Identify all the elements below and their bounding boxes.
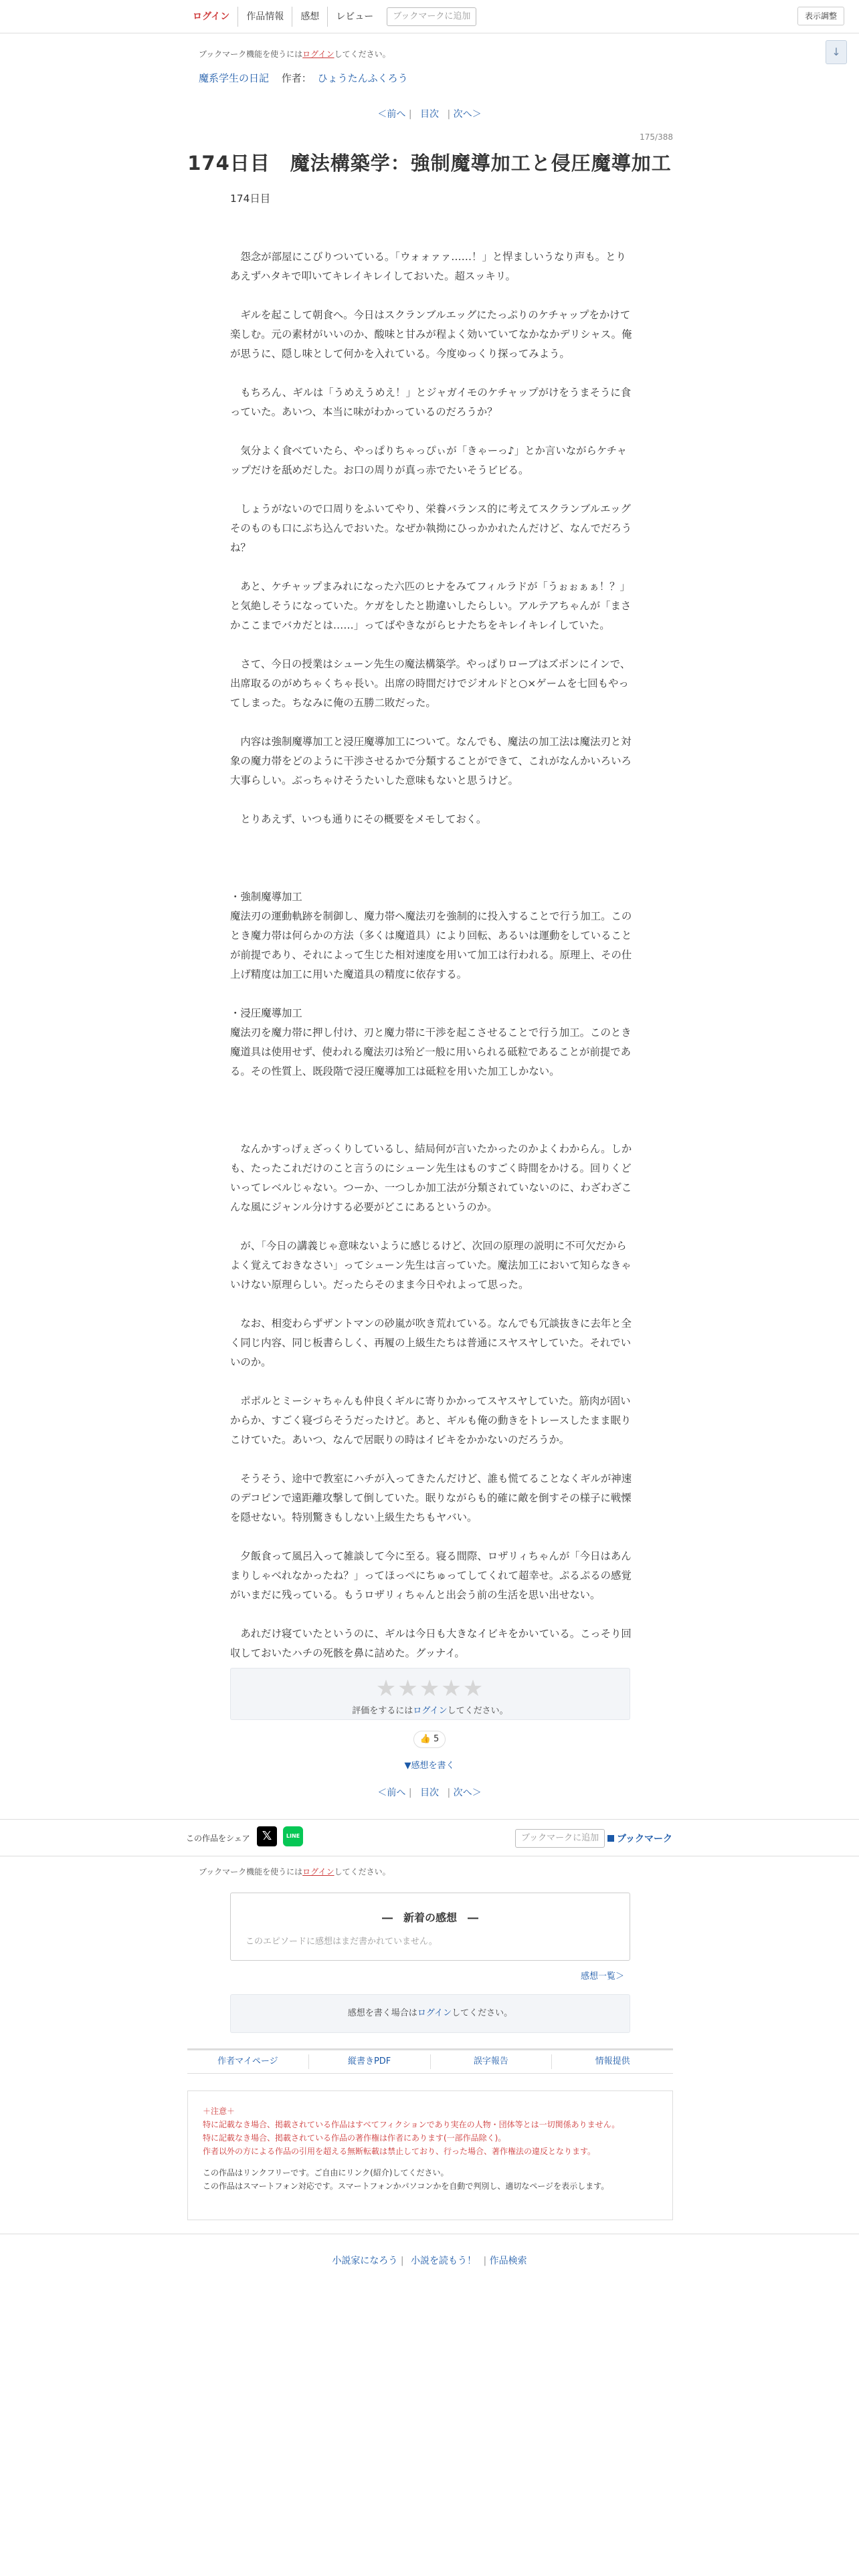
- body-paragraph: なんかすっげぇざっくりしているし、結局何が言いたかったのかよくわからん。しかも、たったこれだけのこと言うのにシューン先生はものすごく時間をかける。回りくどいってレベルじゃない。つーか、一つしか加工法が分類されていないのに、わざわざこんな風にジャンル分けする必要がどこにあるというのか。: [230, 1143, 632, 1213]
- body-paragraph: あれだけ寝ていたというのに、ギルは今日も大きなイビキをかいている。こっそり回収しておいたハチの死骸を鼻に詰めた。グッナイ。: [230, 1628, 632, 1659]
- rating-note-suffix: してください。: [447, 1706, 508, 1716]
- body-paragraph: [230, 713, 634, 732]
- body-paragraph: 夕飯食って風呂入って雑談して今に至る。寝る間際、ロザリィちゃんが「今日はあんまりしゃべれなかったね？」ってほっぺにちゅってしてくれて超幸せ。ぷるぷるの感覚がいまだに残っている。もうロザリィちゃんと出会う前の生活を思い出せない。: [230, 1550, 632, 1601]
- body-paragraph: [230, 1101, 634, 1120]
- body-paragraph: [230, 1217, 634, 1237]
- bookmark-link-label: ブックマーク: [617, 1834, 673, 1844]
- like-button[interactable]: [413, 1731, 446, 1748]
- bookmark-square-icon: [607, 1835, 614, 1842]
- body-paragraph: [230, 286, 634, 306]
- bottom-links: [0, 2254, 859, 2267]
- info-line: この作品はリンクフリーです。ご自由にリンク(紹介)してください。: [203, 2168, 449, 2177]
- x-share-icon[interactable]: 𝕏: [257, 1826, 277, 1846]
- rating-box: [230, 1668, 630, 1720]
- latest-reviews-empty: このエピソードに感想はまだ書かれていません。: [246, 1937, 438, 1947]
- body-paragraph: [230, 228, 634, 247]
- body-paragraph: [230, 790, 634, 810]
- line-share-icon[interactable]: LINE: [283, 1826, 303, 1846]
- body-paragraph: 気分よく食べていたら、やっぱりちゃっぴぃが「きゃーっ♪」とか言いながらケチャップだけを舐めだした。お口の周りが真っ赤でたいそうビビる。: [230, 445, 627, 476]
- scroll-down-icon[interactable]: ↓: [826, 40, 847, 64]
- thumbs-up-icon: 👍: [419, 1734, 431, 1744]
- body-paragraph: さて、今日の授業はシューン先生の魔法構築学。やっぱりローブはズボンにインで、出席取るのがめちゃくちゃ長い。出席の時間だけでジオルドと○×ゲームを七回もやってしまった。ちなみに俺の五勝二敗だった。: [230, 658, 631, 709]
- pager-separator: |: [408, 1788, 412, 1798]
- body-paragraph: [230, 1372, 634, 1392]
- chapter-body: [230, 189, 634, 1663]
- rating-note: [231, 1703, 630, 1716]
- rating-login-link[interactable]: ログイン: [413, 1706, 448, 1716]
- body-paragraph: そうそう、途中で教室にハチが入ってきたんだけど、誰も慌てることなくギルが神速のデコピンで遠距離攻撃して倒していた。眠りながらも的確に敵を倒すその様子に戦慄を隠せない。特別驚きもしない上級生たちもヤバい。: [230, 1473, 632, 1523]
- series-title-link[interactable]: 魔系学生の日記: [199, 72, 270, 84]
- author-mypage-link[interactable]: 作者マイページ: [217, 2056, 278, 2066]
- body-paragraph: [230, 829, 634, 849]
- bookmark-link[interactable]: [607, 1832, 672, 1845]
- caution-heading: ＋注意＋: [203, 2107, 235, 2116]
- body-paragraph: が、「今日の講義じゃ意味ないように感じるけど、次回の原理の説明に不可欠だからよく覚えておきなさい」ってシューン先生は言っていた。魔法加工において知らなきゃいけない原理らしい。だったらそのまま今日やれよって思った。: [230, 1240, 632, 1291]
- body-paragraph: なお、相変わらずザントマンの砂嵐が吹き荒れている。なんでも冗談抜きに去年と全く同じ内容、同じ板書らしく、再履の上級生たちは普通にスヤスヤしていた。それでいいのか。: [230, 1317, 632, 1368]
- body-paragraph: 魔法刃の運動軌跡を制御し、魔力帯へ魔法刃を強制的に投入することで行う加工。このとき魔力帯は何らかの方法（多くは魔道具）により回転、あるいは運動をしていることが前提であり、それによって生じた相対速度を用いて加工は行われる。原理上、その仕上げ精度は加工に用いた魔道具の精度に依存する。: [230, 910, 632, 980]
- review-login-link[interactable]: ログイン: [417, 2008, 452, 2018]
- body-paragraph: [230, 422, 634, 441]
- work-search-link[interactable]: 作品検索: [489, 2256, 527, 2266]
- body-paragraph: ・浸圧魔導加工: [230, 1007, 302, 1019]
- body-paragraph: ・強制魔導加工: [230, 891, 302, 903]
- toc-link[interactable]: 目次: [420, 1788, 439, 1798]
- prev-link[interactable]: ＜前へ: [377, 1788, 406, 1798]
- series-info: [199, 71, 408, 85]
- bookmark-note-login-link[interactable]: ログイン: [302, 1867, 335, 1876]
- page-count: 175/388: [640, 132, 673, 142]
- latest-reviews-title: ― 新着の感想 ―: [381, 1911, 478, 1924]
- body-paragraph: しょうがないので口周りをふいてやり、栄養バランス的に考えてスクランブルエッグそのものも口にぶち込んでおいた。なぜか執拗にひっかかれたんだけど、なんでだろうね？: [230, 503, 632, 554]
- bottom-separator: |: [483, 2256, 487, 2266]
- rating-stars[interactable]: ★★★★★: [375, 1675, 485, 1702]
- impressions-link[interactable]: 感想: [292, 7, 327, 27]
- pager-top: [0, 107, 859, 120]
- login-link[interactable]: ログイン: [193, 11, 230, 22]
- body-paragraph: 魔法刃を魔力帯に押し付け、刃と魔力帯に干渉を起こさせることで行う加工。このとき魔道具は使用せず、使われる魔法刃は殆ど一般に用いられる砥粒であることが前提である。その性質上、既段階で浸圧魔導加工は砥粒を用いた加工しかない。: [230, 1027, 632, 1077]
- body-paragraph: もちろん、ギルは「うめえうめえ！」とジャガイモのケチャップがけをうまそうに食っていた。あいつ、本当に味がわかっているのだろうか？: [230, 387, 632, 418]
- review-list-link[interactable]: 感想一覧＞: [581, 1971, 625, 1981]
- body-paragraph: 174日目: [230, 193, 271, 205]
- work-info-link[interactable]: 作品情報: [237, 7, 292, 27]
- body-paragraph: [230, 558, 634, 577]
- body-paragraph: [230, 209, 634, 228]
- pager-bottom: [0, 1786, 859, 1799]
- body-paragraph: [230, 480, 634, 500]
- body-paragraph: [230, 1295, 634, 1314]
- reviews-link[interactable]: レビュー: [327, 7, 381, 27]
- caution-line: 特に記載なき場合、掲載されている作品はすべてフィクションであり実在の人物・団体等とは一切関係ありません。: [203, 2120, 620, 2129]
- top-bar: [0, 0, 859, 33]
- naro-link[interactable]: 小説家になろう: [332, 2256, 398, 2266]
- latest-reviews-box: [230, 1893, 630, 1961]
- body-paragraph: [230, 1450, 634, 1469]
- rating-note-prefix: 評価をするには: [352, 1706, 413, 1716]
- body-paragraph: ギルを起こして朝食へ。今日はスクランブルエッグにたっぷりのケチャップをかけて楽しむ。元の素材がいいのか、酸味と甘みが程よく効いていてなかなかデリシャス。俺が思うに、隠し味として何かを入れている。今度ゆっくり探ってみよう。: [230, 309, 632, 360]
- body-paragraph: [230, 868, 634, 887]
- top-nav: [185, 7, 476, 27]
- bookmark-note-suffix: してください。: [334, 1867, 391, 1876]
- body-paragraph: [230, 1527, 634, 1547]
- body-paragraph: あと、ケチャップまみれになった六匹のヒナをみてフィルラドが「うぉぉぁぁ！？」と気絶しそうになっていた。ケガをしたと勘違いしたらしい。アルテアちゃんが「まさかここまでバカだとは……」ってばやきながらヒナたちをキレイキレイしていた。: [230, 580, 632, 631]
- toc-link[interactable]: 目次: [420, 109, 439, 120]
- bookmark-add-button[interactable]: ブックマークに追加: [515, 1829, 605, 1848]
- next-link[interactable]: 次へ＞: [453, 109, 482, 120]
- like-count: 5: [434, 1734, 440, 1744]
- typo-report-link[interactable]: 誤字報告: [430, 2054, 552, 2069]
- body-paragraph: [230, 849, 634, 868]
- share-bar: [0, 1819, 859, 1856]
- body-paragraph: ポポルとミーシャちゃんも仲良くギルに寄りかかってスヤスヤしていた。筋肉が固いからか、すごく寝づらそうだったけど。あと、ギルも俺の動きをトレースしたまま眠りこけていた。あいつ、なんで居眠りの時はイビキをかかないのだろうか。: [230, 1395, 632, 1446]
- bookmark-note: [199, 1866, 391, 1877]
- caution-box: [187, 2090, 673, 2220]
- info-line: この作品はスマートフォン対応です。スマートフォンかパソコンかを自動で判別し、適切なページを表示します。: [203, 2181, 609, 2191]
- body-paragraph: [230, 364, 634, 383]
- review-login-box: [230, 1994, 630, 2033]
- body-paragraph: [230, 984, 634, 1004]
- bookmark-note-login-link[interactable]: ログイン: [302, 49, 335, 59]
- body-paragraph: [230, 1120, 634, 1140]
- pager-separator: |: [408, 109, 412, 120]
- author-name-link[interactable]: ひょうたんふくろう: [317, 72, 408, 84]
- pager-separator: |: [447, 1788, 451, 1798]
- caution-line: 特に記載なき場合、掲載されている作品の著作権は作者にあります(一部作品除く)。: [203, 2133, 506, 2143]
- yomo-link[interactable]: 小説を読もう！: [411, 2256, 476, 2266]
- bookmark-note-suffix: してください。: [334, 49, 391, 59]
- review-login-prefix: 感想を書く場合は: [347, 2008, 417, 2018]
- body-paragraph: [230, 1081, 634, 1101]
- chapter-title: 174日目 魔法構築学：強制魔導加工と侵圧魔導加工: [187, 152, 672, 175]
- body-paragraph: [230, 635, 634, 655]
- bottom-separator: |: [400, 2256, 404, 2266]
- vertical-pdf-link[interactable]: 縦書きPDF: [308, 2054, 430, 2069]
- author-label: 作者：: [281, 72, 312, 84]
- bookmark-note: [199, 48, 391, 60]
- next-link[interactable]: 次へ＞: [453, 1788, 482, 1798]
- body-paragraph: 怨念が部屋にこびりついている。「ウォォァァ……！」と悍ましいうなり声も。とりあえずハタキで叩いてキレイキレイしておいた。超スッキリ。: [230, 251, 626, 282]
- prev-link[interactable]: ＜前へ: [377, 109, 406, 120]
- body-paragraph: [230, 1605, 634, 1624]
- write-review-link[interactable]: ▼感想を書く: [404, 1761, 455, 1771]
- body-paragraph: 内容は強制魔導加工と浸圧魔導加工について。なんでも、魔法の加工法は魔法刃と対象の魔力帯をどのように干渉させるかで分類することができて、これがなんかいろいろ大事らしい。ぶっちゃけそうたいした意味もないと思うけど。: [230, 736, 632, 786]
- bookmark-add-button[interactable]: ブックマークに追加: [387, 7, 476, 26]
- caution-line: 作者以外の方による作品の引用を超える無断転載は禁止しており、行った場合、著作権法の違反となります。: [203, 2147, 596, 2156]
- share-label: この作品をシェア: [186, 1834, 250, 1843]
- info-provide-link[interactable]: 情報提供: [551, 2054, 673, 2069]
- footer-links: [187, 2048, 673, 2074]
- bookmark-note-prefix: ブックマーク機能を使うには: [199, 49, 303, 59]
- bookmark-note-prefix: ブックマーク機能を使うには: [199, 1867, 303, 1876]
- review-login-suffix: してください。: [452, 2008, 513, 2018]
- body-paragraph: とりあえず、いつも通りにその概要をメモしておく。: [230, 813, 487, 825]
- display-settings-button[interactable]: 表示調整: [797, 7, 844, 25]
- pager-separator: |: [447, 109, 451, 120]
